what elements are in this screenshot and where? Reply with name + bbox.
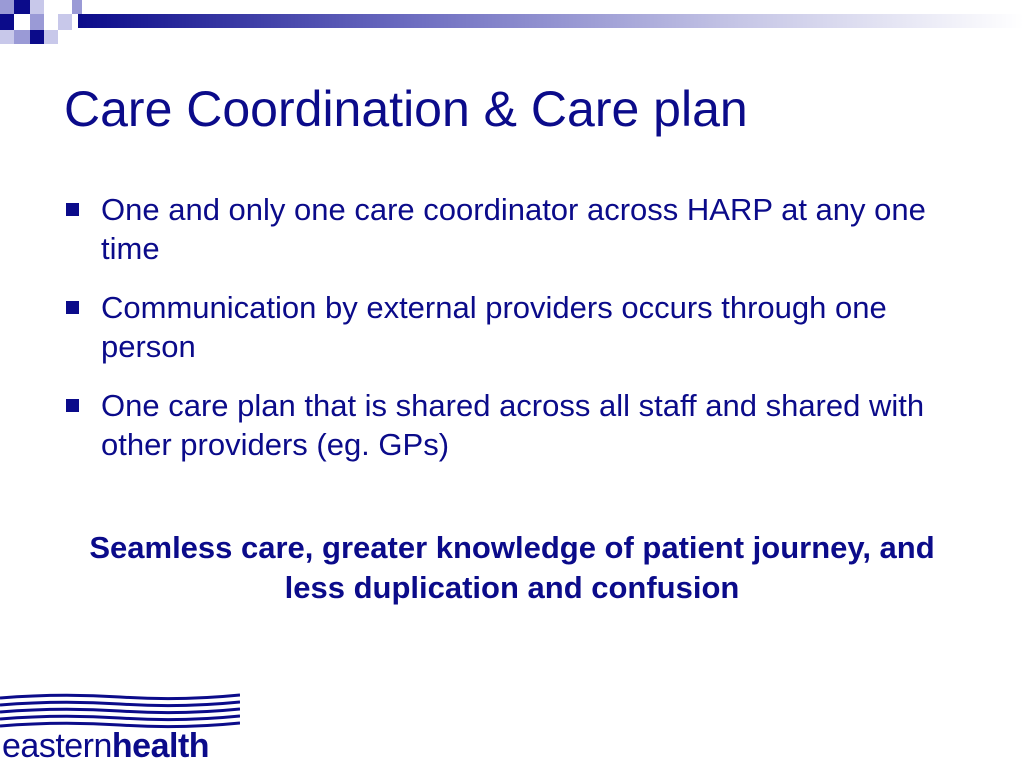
eastern-health-logo: [0, 692, 260, 768]
square-bullet-icon: [66, 301, 79, 314]
bullet-list: [64, 190, 954, 484]
bullet-item: [64, 190, 954, 268]
bullet-text: Communication by external providers occurs through one person: [101, 290, 887, 364]
bullet-text: One care plan that is shared across all staff and shared with other providers (eg. GPs): [101, 388, 925, 462]
bullet-text: One and only one care coordinator across HARP at any one time: [101, 192, 926, 266]
decor-square: [30, 14, 44, 30]
decor-square: [14, 30, 30, 44]
square-bullet-icon: [66, 203, 79, 216]
decor-square: [0, 14, 14, 30]
decor-square: [0, 30, 14, 44]
slide-title: Care Coordination & Care plan: [64, 81, 748, 137]
conclusion-text: Seamless care, greater knowledge of patient journey, and less duplication and confusion: [89, 530, 935, 605]
decor-square: [30, 30, 44, 44]
square-bullet-icon: [66, 399, 79, 412]
logo-wordmark: [2, 726, 209, 766]
logo-text-bold: health: [111, 727, 210, 765]
decor-square: [58, 14, 72, 30]
logo-text-light: eastern: [2, 727, 112, 765]
decor-square: [44, 30, 58, 44]
bullet-item: [64, 386, 954, 464]
decor-square: [0, 0, 14, 14]
decor-square: [14, 14, 30, 30]
decor-square: [30, 0, 44, 14]
bullet-item: [64, 288, 954, 366]
header-gradient-bar: [78, 14, 1024, 28]
decor-square: [72, 0, 82, 14]
decor-square: [14, 0, 30, 14]
